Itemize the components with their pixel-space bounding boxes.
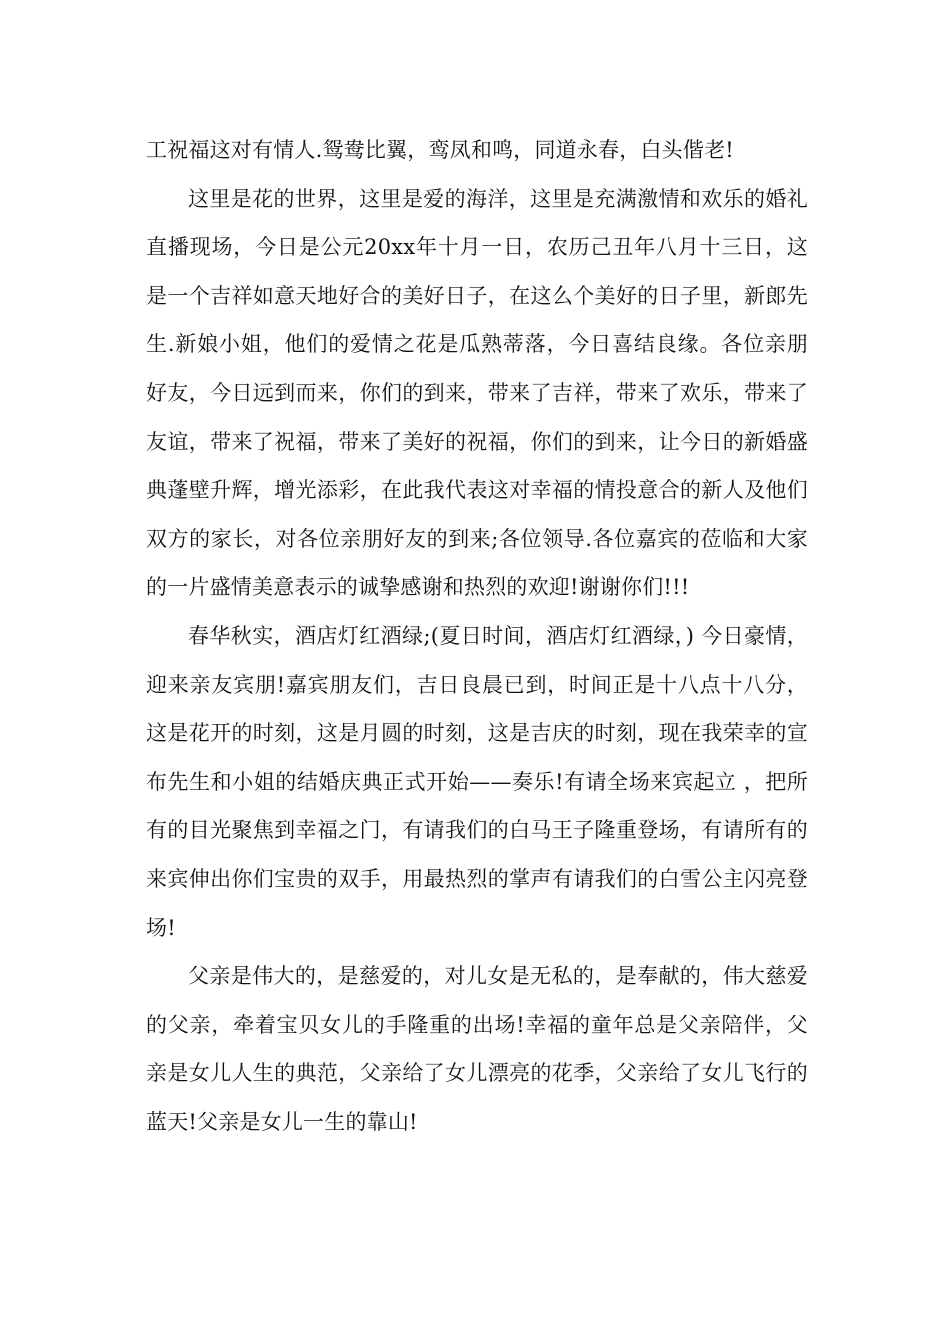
paragraph-2: 这里是花的世界，这里是爱的海洋，这里是充满激情和欢乐的婚礼直播现场，今日是公元20xx年十月一日，农历己丑年八月十三日，这是一个吉祥如意天地好合的美好日子，在这么个美好的日子里，新郎先生.新娘小姐，他们的爱情之花是瓜熟蒂落，今日喜结良缘。各位亲朋好友，今日远到而来，你们的到来，带来了吉祥，带来了欢乐，带来了友谊，带来了祝福，带来了美好的祝福，你们的到来，让今日的新婚盛典蓬壁升辉，增光添彩，在此我代表这对幸福的情投意合的新人及他们双方的家长，对各位亲朋好友的到来;各位领导.各位嘉宾的莅临和大家的一片盛情美意表示的诚挚感谢和热烈的欢迎!谢谢你们!!! xyxy=(146,186,808,600)
paragraph-4: 父亲是伟大的，是慈爱的，对儿女是无私的，是奉献的，伟大慈爱的父亲，牵着宝贝女儿的手隆重的出场!幸福的童年总是父亲陪伴，父亲是女儿人生的典范，父亲给了女儿漂亮的花季，父亲给了女儿飞行的蓝天!父亲是女儿一生的靠山! xyxy=(146,964,808,1134)
paragraph-1: 工祝福这对有情人.鸳鸯比翼，鸾凤和鸣，同道永春，白头偕老! xyxy=(146,138,734,162)
document-body xyxy=(146,126,808,1146)
paragraph-3: 春华秋实，酒店灯红酒绿;(夏日时间，酒店灯红酒绿，) 今日豪情，迎来亲友宾朋!嘉宾朋友们，吉日良晨已到，时间正是十八点十八分，这是花开的时刻，这是月圆的时刻，这是吉庆的时刻，现在我荣幸的宣布先生和小姐的结婚庆典正式开始——奏乐!有请全场来宾起立 ，把所有的目光聚焦到幸福之门，有请我们的白马王子隆重登场，有请所有的来宾伸出你们宝贵的双手，用最热烈的掌声有请我们的白雪公主闪亮登场! xyxy=(146,623,808,940)
